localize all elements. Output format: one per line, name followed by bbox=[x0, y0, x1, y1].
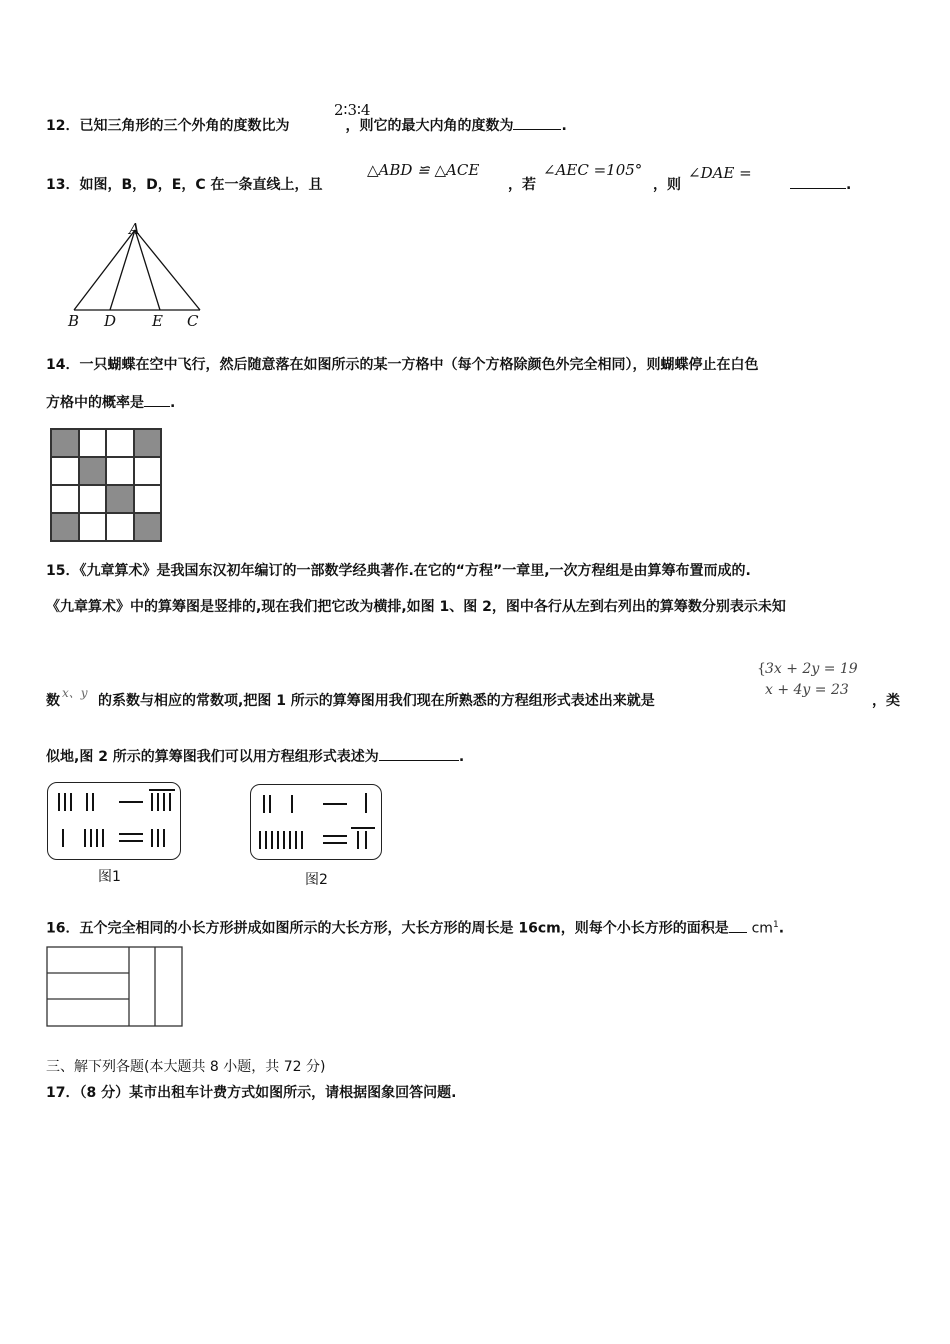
q16-text: 16．五个完全相同的小长方形拼成如图所示的大长方形，大长方形的周长是 16cm，则每个小长方形的面积是 bbox=[46, 920, 729, 937]
q15-line4 bbox=[46, 748, 464, 766]
q13-answer-blank[interactable] bbox=[790, 176, 846, 189]
q13-text-then: ，则 bbox=[653, 177, 681, 193]
q14-answer-blank[interactable] bbox=[144, 394, 170, 407]
grid-cell-white bbox=[79, 513, 107, 541]
q15-figure-1-caption: 图1 bbox=[98, 869, 121, 885]
q13-label-d: D bbox=[104, 312, 117, 330]
q12-answer-blank[interactable] bbox=[513, 117, 561, 130]
q13-angle-given: ∠AEC =105° bbox=[543, 161, 643, 179]
q15-brace: { bbox=[757, 661, 766, 677]
grid-cell-white bbox=[106, 457, 134, 485]
grid-cell-white bbox=[51, 485, 79, 513]
q15-figure-2 bbox=[250, 784, 382, 860]
q13-label-b: B bbox=[68, 312, 80, 330]
grid-cell-dark bbox=[79, 457, 107, 485]
q15-period: . bbox=[458, 749, 465, 765]
q13-congruence: △ABD ≌ △ACE bbox=[367, 161, 480, 179]
q15-line3-mid: 的系数与相应的常数项,把图 1 所示的算筹图用我们现在所熟悉的方程组形式表述出来就是 bbox=[98, 693, 655, 709]
q13-text-mid: ，若 bbox=[508, 177, 536, 193]
q15-figure-2-caption: 图2 bbox=[305, 872, 328, 888]
q15-line3-end: ，类 bbox=[872, 693, 900, 709]
q16-rectangles-figure bbox=[46, 946, 184, 1028]
grid-cell-dark bbox=[134, 429, 162, 457]
q15-figure-1 bbox=[47, 782, 181, 860]
grid-cell-white bbox=[106, 513, 134, 541]
grid-cell-dark bbox=[51, 513, 79, 541]
q15-eq1: 3x + 2y = 19 bbox=[765, 661, 858, 677]
section3-title: 三、解下列各题(本大题共 8 小题，共 72 分) bbox=[46, 1059, 326, 1075]
q15-line3-start: 数 bbox=[46, 693, 60, 709]
q17-text: 17．（8 分）某市出租车计费方式如图所示，请根据图象回答问题. bbox=[46, 1085, 457, 1101]
q13-segment-ad bbox=[110, 230, 135, 310]
q15-line4-text: 似地,图 2 所示的算筹图我们可以用方程组形式表述为 bbox=[46, 749, 379, 765]
q13-segment-ae bbox=[135, 230, 160, 310]
q13-angle-ask: ∠DAE = bbox=[688, 164, 752, 182]
q12-ratio: 2∶3∶4 bbox=[334, 101, 371, 119]
q13-label-a: A bbox=[129, 220, 140, 238]
q12-text-before: 12．已知三角形的三个外角的度数比为 bbox=[46, 118, 290, 134]
grid-cell-dark bbox=[134, 513, 162, 541]
q14-line1: 14．一只蝴蝶在空中飞行，然后随意落在如图所示的某一方格中（每个方格除颜色外完全相同），则蝴蝶停止在白色 bbox=[46, 357, 759, 373]
grid-cell-white bbox=[79, 429, 107, 457]
q15-line1: 15．《九章算术》是我国东汉初年编订的一部数学经典著作.在它的“方程”一章里,一次方程组是由算筹布置而成的. bbox=[46, 563, 751, 579]
q14-line2 bbox=[46, 394, 175, 412]
q16-line bbox=[46, 916, 784, 938]
grid-cell-white bbox=[134, 485, 162, 513]
grid-cell-dark bbox=[51, 429, 79, 457]
q14-square-grid bbox=[50, 428, 162, 542]
q12-line bbox=[46, 117, 567, 135]
q15-vars: x、y bbox=[62, 686, 88, 700]
q16-unit-sup: 1 bbox=[772, 920, 779, 930]
q15-answer-blank[interactable] bbox=[379, 748, 459, 761]
q13-text-before: 13．如图，B，D，E，C 在一条直线上，且 bbox=[46, 177, 323, 193]
q12-period: . bbox=[561, 118, 567, 134]
q12-text-after: ，则它的最大内角的度数为 bbox=[345, 118, 514, 134]
grid-cell-white bbox=[79, 485, 107, 513]
q16-unit: cm bbox=[751, 920, 773, 937]
q16-answer-blank[interactable] bbox=[729, 920, 747, 933]
q14-period: . bbox=[170, 395, 176, 411]
grid-cell-white bbox=[51, 457, 79, 485]
q16-period: . bbox=[778, 920, 785, 937]
q13-period: . bbox=[846, 177, 852, 193]
q13-triangle-figure bbox=[60, 218, 210, 333]
q13-side-ab bbox=[74, 230, 135, 310]
q13-label-e: E bbox=[152, 312, 163, 330]
q13-label-c: C bbox=[187, 312, 199, 330]
q14-line2-text: 方格中的概率是 bbox=[46, 395, 144, 411]
grid-cell-white bbox=[106, 429, 134, 457]
grid-cell-dark bbox=[106, 485, 134, 513]
q15-eq2: x + 4y = 23 bbox=[765, 682, 849, 698]
q13-side-ac bbox=[135, 230, 200, 310]
q15-line2: 《九章算术》中的算筹图是竖排的,现在我们把它改为横排,如图 1、图 2，图中各行从左到右列出的算筹数分别表示未知 bbox=[46, 599, 786, 615]
q13-answer-line bbox=[790, 176, 851, 194]
grid-cell-white bbox=[134, 457, 162, 485]
